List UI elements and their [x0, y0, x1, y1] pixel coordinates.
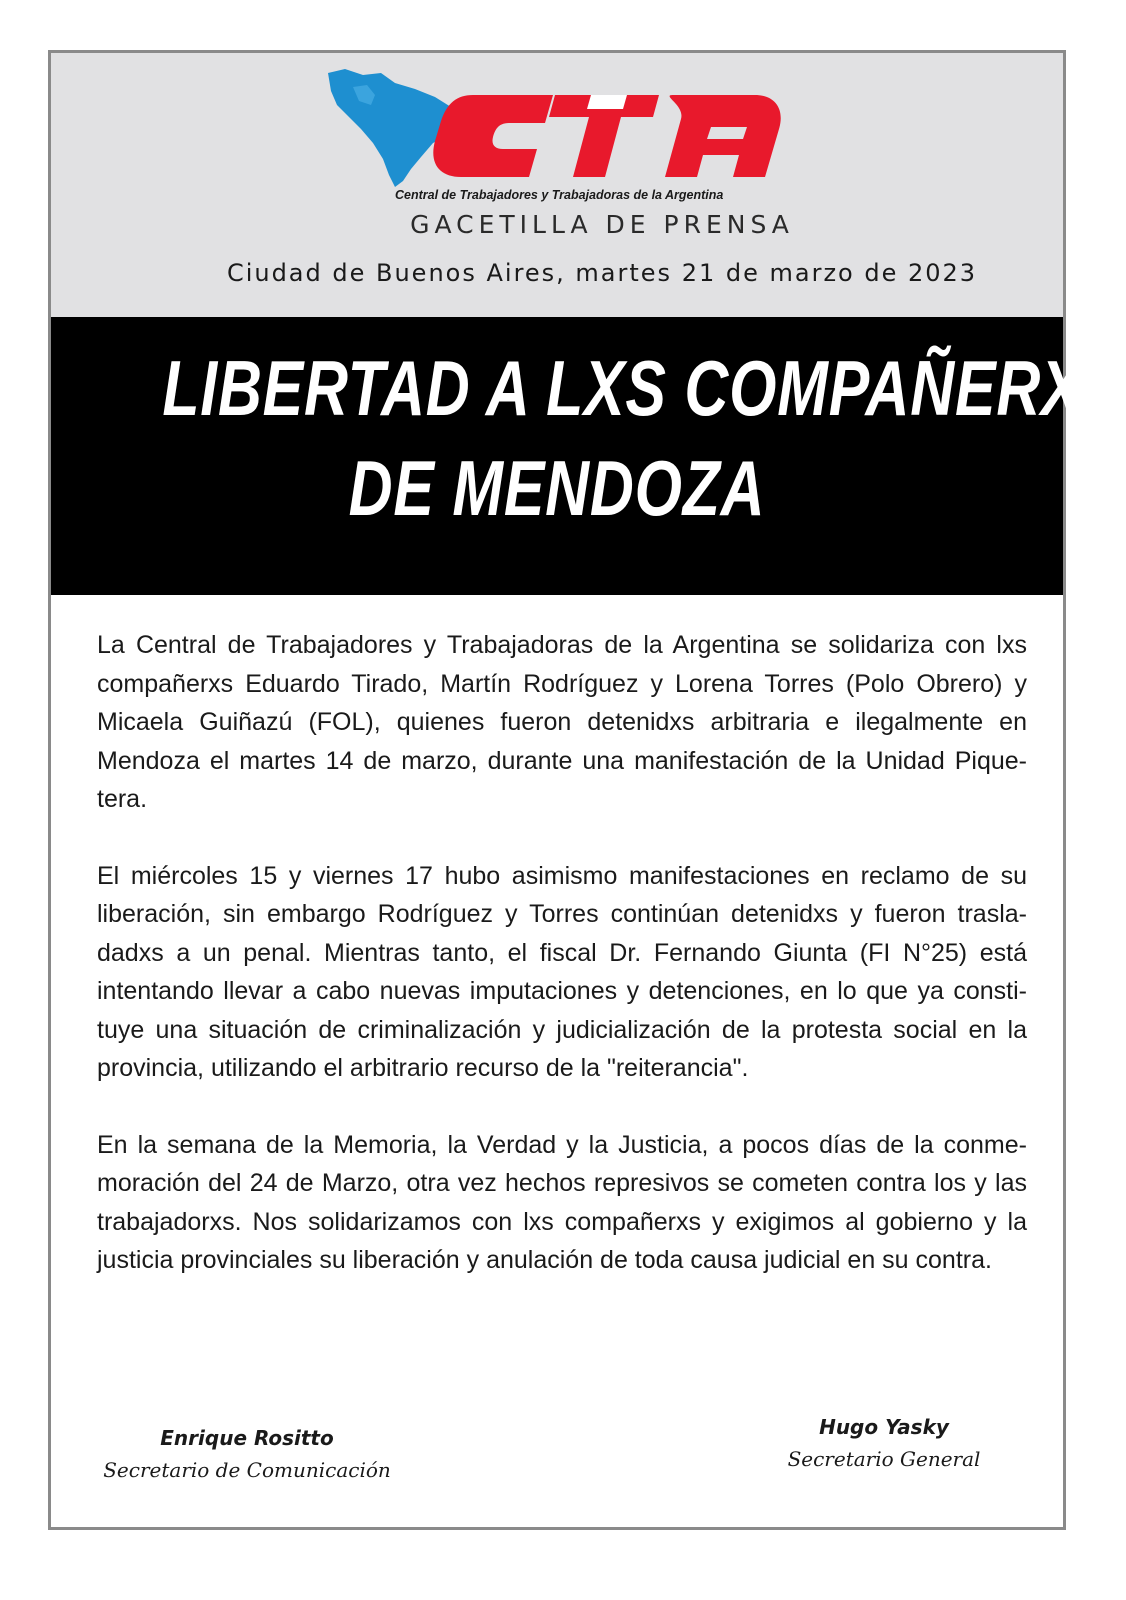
body-paragraph-2: El miércoles 15 y viernes 17 hubo asimismo manifestaciones en reclamo de su liberación, sin embargo Rodríguez y Torres continúan detenidxs y fueron trasladadxs a un penal. Mientras tanto, el fiscal Dr. Fernando Giunta (FI N°25) está intentando llevar a cabo nuevas imputaciones y detenciones, en lo que ya constituye una situación de criminalización y judicialización de la protesta social en la provincia, utilizando el arbitrario recurso de la "reiterancia". — [97, 861, 1027, 1082]
cta-logo-graphic — [323, 65, 793, 190]
body-paragraph-3: En la semana de la Memoria, la Verdad y la Justicia, a pocos días de la conmemoración del 24 de Marzo, otra vez hechos represivos se cometen contra los y las trabajadorxs. Nos solidarizamos con lxs compañerxs y exigimos al gobierno y la justicia provinciales su liberación y anulación de toda causa judicial en su contra. — [97, 1130, 1027, 1274]
headline-band — [51, 317, 1124, 595]
signatory-role: Secretario General — [787, 1447, 981, 1471]
press-release-frame — [48, 50, 1124, 1530]
signatory-name: Enrique Rositto — [160, 1426, 334, 1450]
signatory-role: Secretario de Comunicación — [103, 1458, 391, 1482]
dateline: Ciudad de Buenos Aires, martes 21 de marzo de 2023 — [226, 259, 978, 287]
body-text — [97, 626, 1027, 1318]
headline-line-1: LIBERTAD A LXS COMPAÑERXS — [162, 344, 1124, 432]
signatory-name: Hugo Yasky — [819, 1415, 949, 1439]
press-release-kicker: GACETILLA DE PRENSA — [410, 210, 794, 239]
headline-line-2: DE MENDOZA — [348, 444, 766, 532]
logo-letter-c — [433, 95, 553, 177]
signature-block-left — [97, 1426, 397, 1482]
logo-letter-a — [665, 95, 781, 177]
logo-tagline: Central de Trabajadores y Trabajadoras de la Argentina — [395, 188, 724, 202]
signature-block-right — [779, 1415, 989, 1471]
cta-logo — [323, 65, 793, 205]
body-paragraph-1: La Central de Trabajadores y Trabajadoras de la Argentina se solidariza con lxs compañerxs Eduardo Tirado, Martín Rodríguez y Lorena Torres (Polo Obrero) y Micaela Guiñazú (FOL), quienes fueron detenidxs arbitraria e ilegalmente en Mendoza el martes 14 de marzo, durante una manifestación de la Unidad Piquetera. — [97, 631, 1027, 813]
header-band — [51, 53, 1063, 317]
